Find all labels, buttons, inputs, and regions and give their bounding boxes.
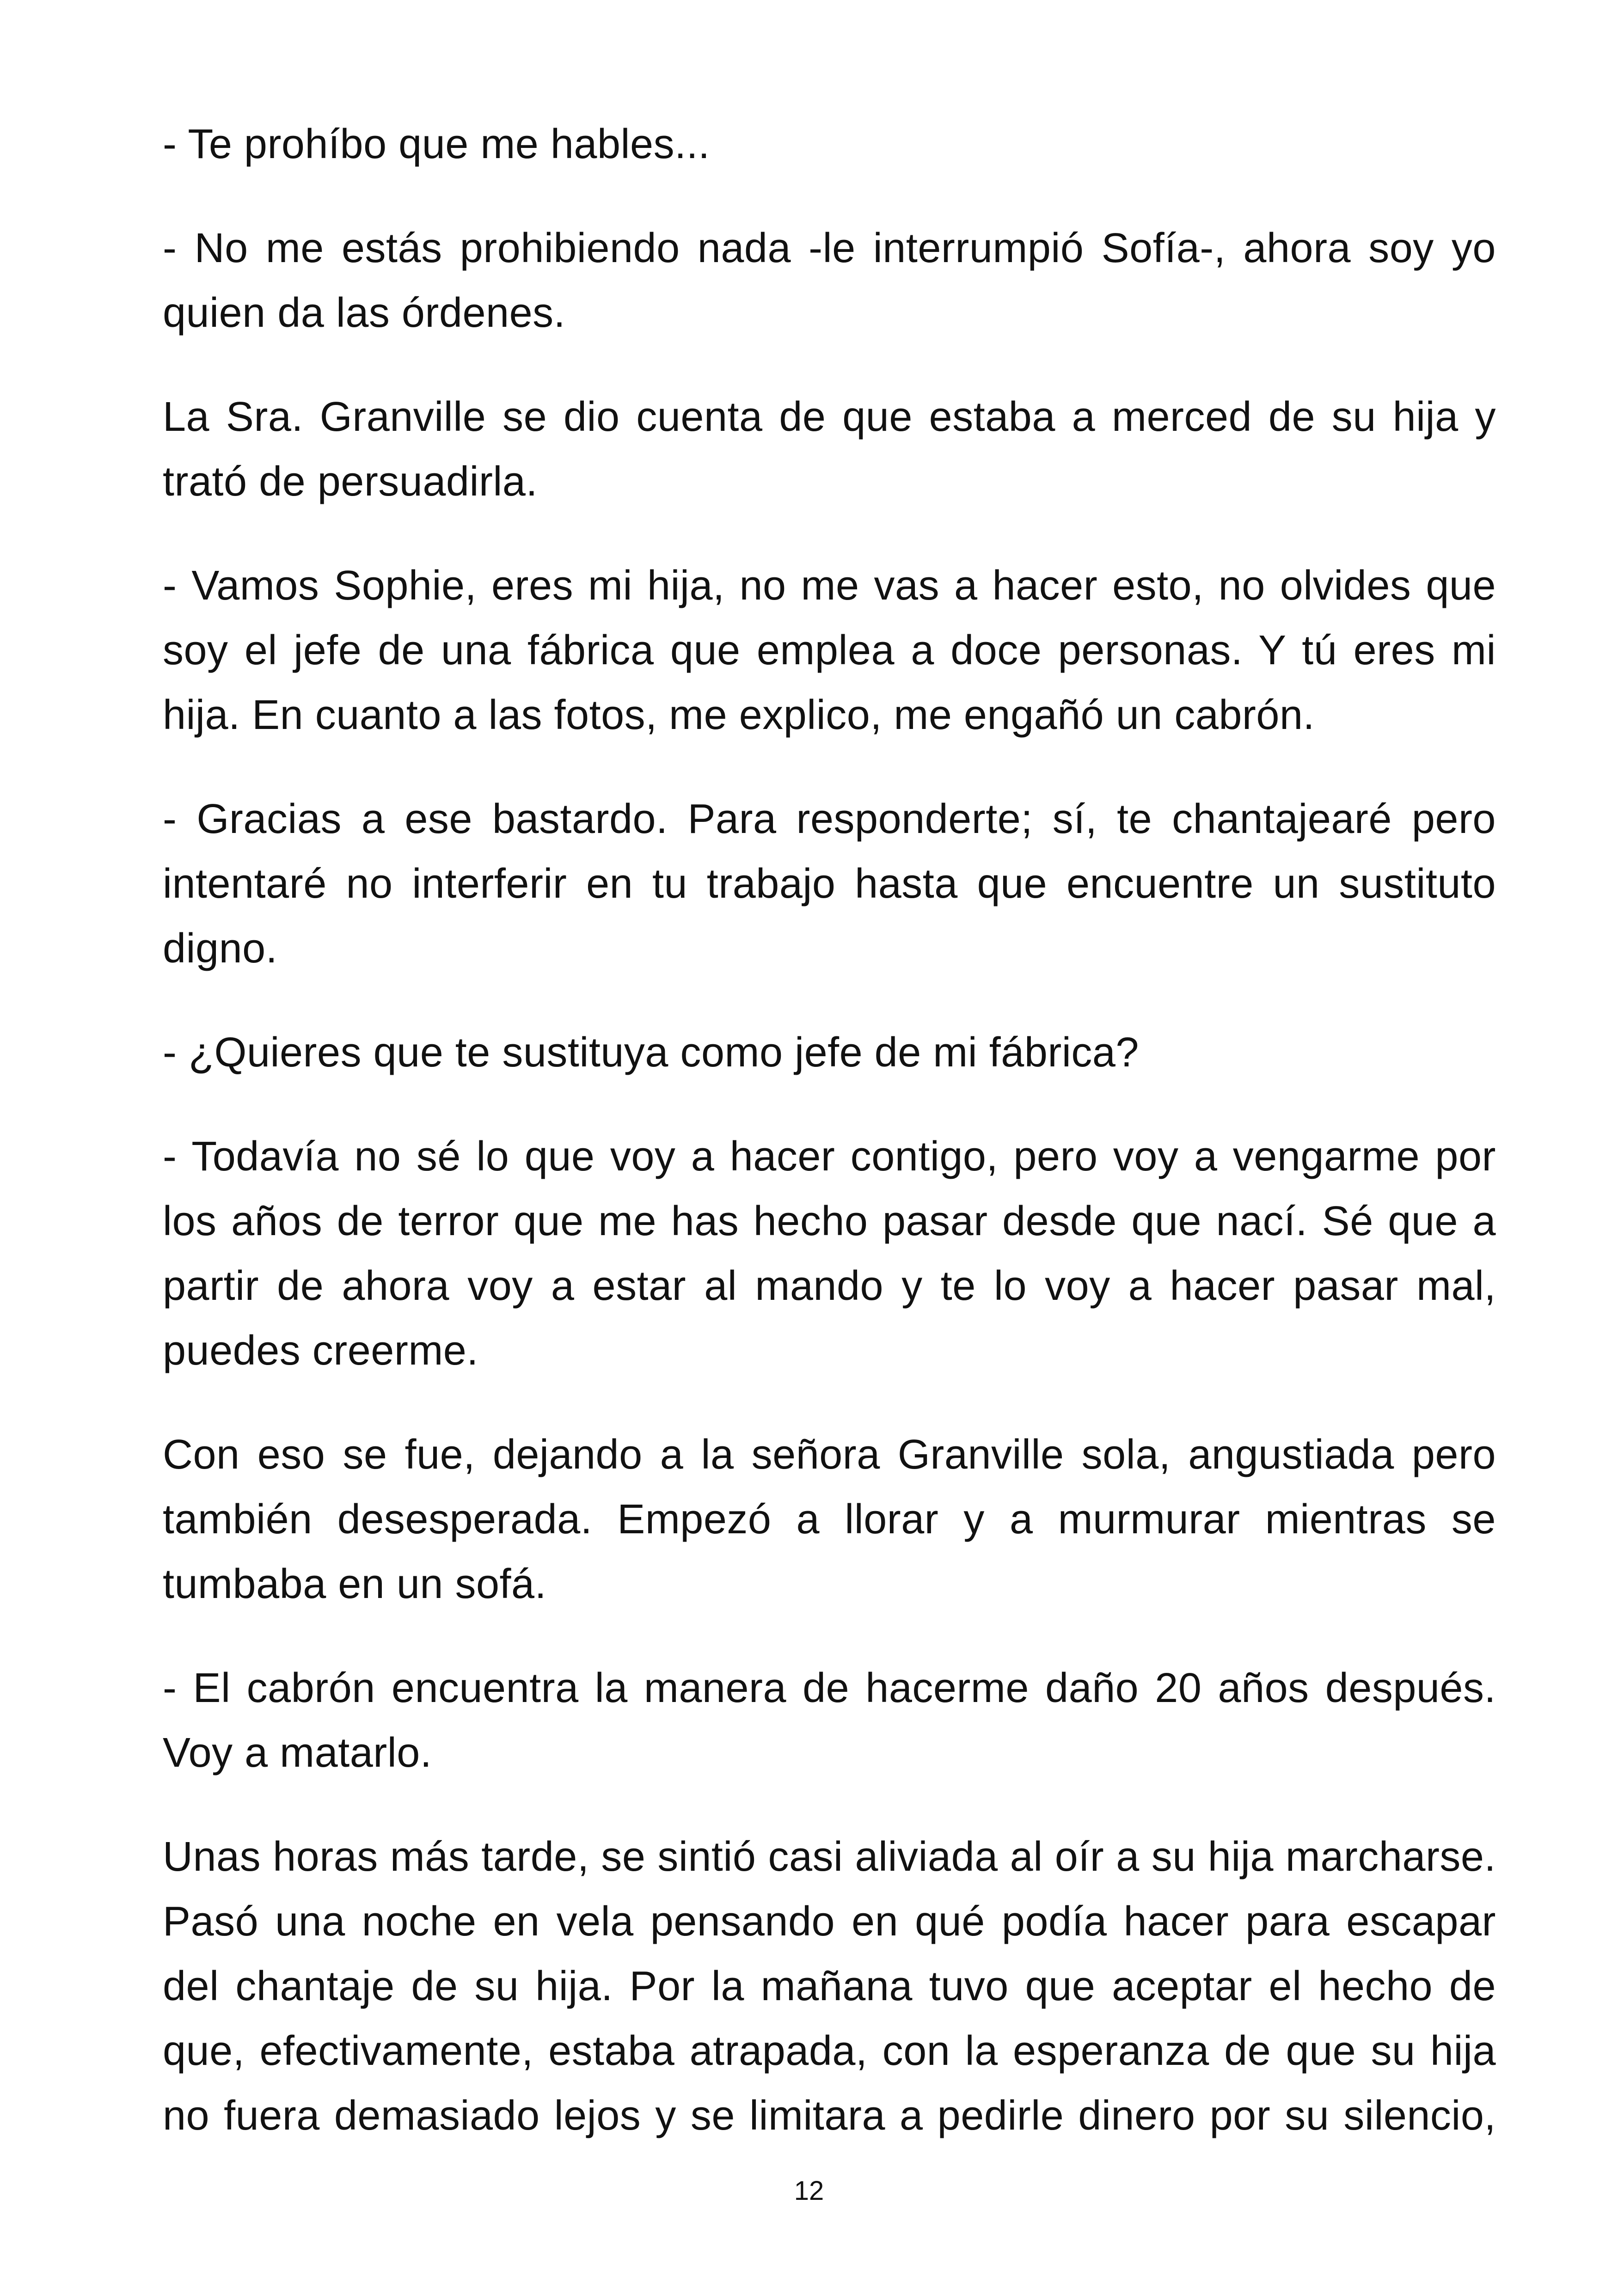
paragraph: - Te prohíbo que me hables... [163, 121, 710, 167]
paragraph: La Sra. Granville se dio cuenta de que estaba a merced de su hija y trató de persuadirla. [163, 394, 1496, 505]
paragraph: Unas horas más tarde, se sintió casi aliviada al oír a su hija marcharse. Pasó una noche en vela pensando en qué podía hacer para escapar del chantaje de su hija. Por la mañana tuvo que aceptar el hecho de que, efectivamente, estaba atrapada, con la esperanza de que su hija no fuera demasiado lejos y se limitara a pedirle dinero por su silencio, [163, 1834, 1496, 2139]
paragraph: - No me estás prohibiendo nada -le interrumpió Sofía-, ahora soy yo quien da las órdenes. [163, 225, 1496, 336]
paragraph: - Vamos Sophie, eres mi hija, no me vas a hacer esto, no olvides que soy el jefe de una fábrica que emplea a doce personas. Y tú eres mi hija. En cuanto a las fotos, me explico, me engañó un cabrón. [163, 563, 1496, 738]
paragraph: - El cabrón encuentra la manera de hacerme daño 20 años después. Voy a matarlo. [163, 1665, 1496, 1776]
paragraph: - Todavía no sé lo que voy a hacer contigo, pero voy a vengarme por los años de terror que me has hecho pasar desde que nací. Sé que a partir de ahora voy a estar al mando y te lo voy a hacer pasar mal, puedes creerme. [163, 1133, 1496, 1374]
paragraph: - Gracias a ese bastardo. Para responderte; sí, te chantajearé pero intentaré no interferir en tu trabajo hasta que encuentre un sustituto digno. [163, 796, 1496, 972]
page-number: 12 [794, 2176, 824, 2206]
paragraph: Con eso se fue, dejando a la señora Granville sola, angustiada pero también desesperada. Empezó a llorar y a murmurar mientras se tumbaba en un sofá. [163, 1432, 1496, 1607]
body-text [163, 112, 1496, 2148]
paragraph: - ¿Quieres que te sustituya como jefe de mi fábrica? [163, 1029, 1139, 1076]
